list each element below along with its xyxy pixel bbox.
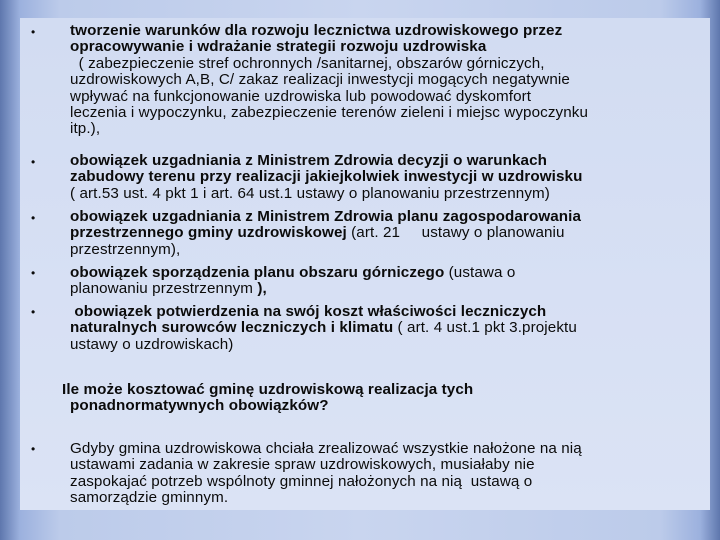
list-item-1	[70, 23, 588, 138]
item-4-line-2: planowaniu przestrzennym	[70, 280, 258, 298]
item-4-line-1-rest: (ustawa o	[444, 264, 516, 281]
bullet: •	[31, 442, 36, 456]
question-heading	[62, 382, 473, 415]
list-item-2	[70, 153, 582, 202]
item-4-line-2-bold: ),	[257, 280, 267, 298]
item-2-line-3: ( art.53 ust. 4 pkt 1 i art. 64 ust.1 ustawy o planowaniu przestrzennym)	[70, 184, 550, 202]
item-4-line-1-bold: obowiązek sporządzenia planu obszaru górniczego	[70, 264, 445, 281]
item-3-line-3: przestrzennym),	[70, 240, 181, 258]
item-6-line-4: samorządzie gminnym.	[70, 489, 229, 507]
item-1-line-7: itp.),	[70, 120, 101, 138]
item-1-line-4: uzdrowiskowych A,B, C/ zakaz realizacji inwestycji mogących negatywnie	[70, 71, 570, 89]
item-6-line-1: Gdyby gmina uzdrowiskowa chciała zrealizować wszystkie nałożone na nią	[70, 440, 582, 457]
item-3-line-1: obowiązek uzgadniania z Ministrem Zdrowia planu zagospodarowania	[70, 208, 582, 225]
item-1-line-6: leczenia i wypoczynku, zabezpieczenie terenów zieleni i miejsc wypoczynku	[70, 104, 589, 122]
list-item-3	[70, 209, 581, 258]
list-item-5	[70, 304, 577, 353]
item-5-line-1: obowiązek potwierdzenia na swój koszt właściwości leczniczych	[70, 303, 547, 320]
item-3-line-2-rest: (art. 21 ustawy o planowaniu	[346, 224, 565, 242]
item-6-line-3: zaspokajać potrzeb wspólnoty gminnej nałożonych na nią ustawą o	[70, 472, 533, 490]
question-line-1: Ile może kosztować gminę uzdrowiskową realizacja tych	[62, 381, 474, 398]
list-item-4	[70, 265, 515, 298]
item-6-line-2: ustawami zadania w zakresie spraw uzdrowiskowych, musiałaby nie	[70, 456, 535, 474]
item-2-line-1: obowiązek uzgadniania z Ministrem Zdrowia decyzji o warunkach	[70, 152, 548, 169]
item-1-line-1: tworzenie warunków dla rozwoju lecznictwa uzdrowiskowego przez	[70, 22, 563, 39]
question-line-2: ponadnormatywnych obowiązków?	[70, 397, 329, 415]
item-5-line-2-rest: ( art. 4 ust.1 pkt 3.projektu	[393, 319, 577, 337]
bullet: •	[31, 155, 36, 169]
item-2-line-2: zabudowy terenu przy realizacji jakiejkolwiek inwestycji w uzdrowisku	[70, 168, 583, 186]
list-item-6	[70, 441, 582, 507]
bullet: •	[31, 305, 36, 319]
bullet: •	[31, 25, 36, 39]
item-1-line-3: ( zabezpieczenie stref ochronnych /sanitarnej, obszarów górniczych,	[70, 54, 545, 72]
item-3-line-2-bold: przestrzennego gminy uzdrowiskowej	[70, 224, 347, 242]
bullet: •	[31, 211, 36, 225]
item-1-line-5: wpływać na funkcjonowanie uzdrowiska lub powodować dyskomfort	[70, 87, 532, 105]
bullet: •	[31, 266, 36, 280]
item-5-line-2-bold: naturalnych surowców leczniczych i klimatu	[70, 319, 394, 337]
item-1-line-2: opracowywanie i wdrażanie strategii rozwoju uzdrowiska	[70, 38, 487, 56]
item-5-line-3: ustawy o uzdrowiskach)	[70, 335, 234, 353]
